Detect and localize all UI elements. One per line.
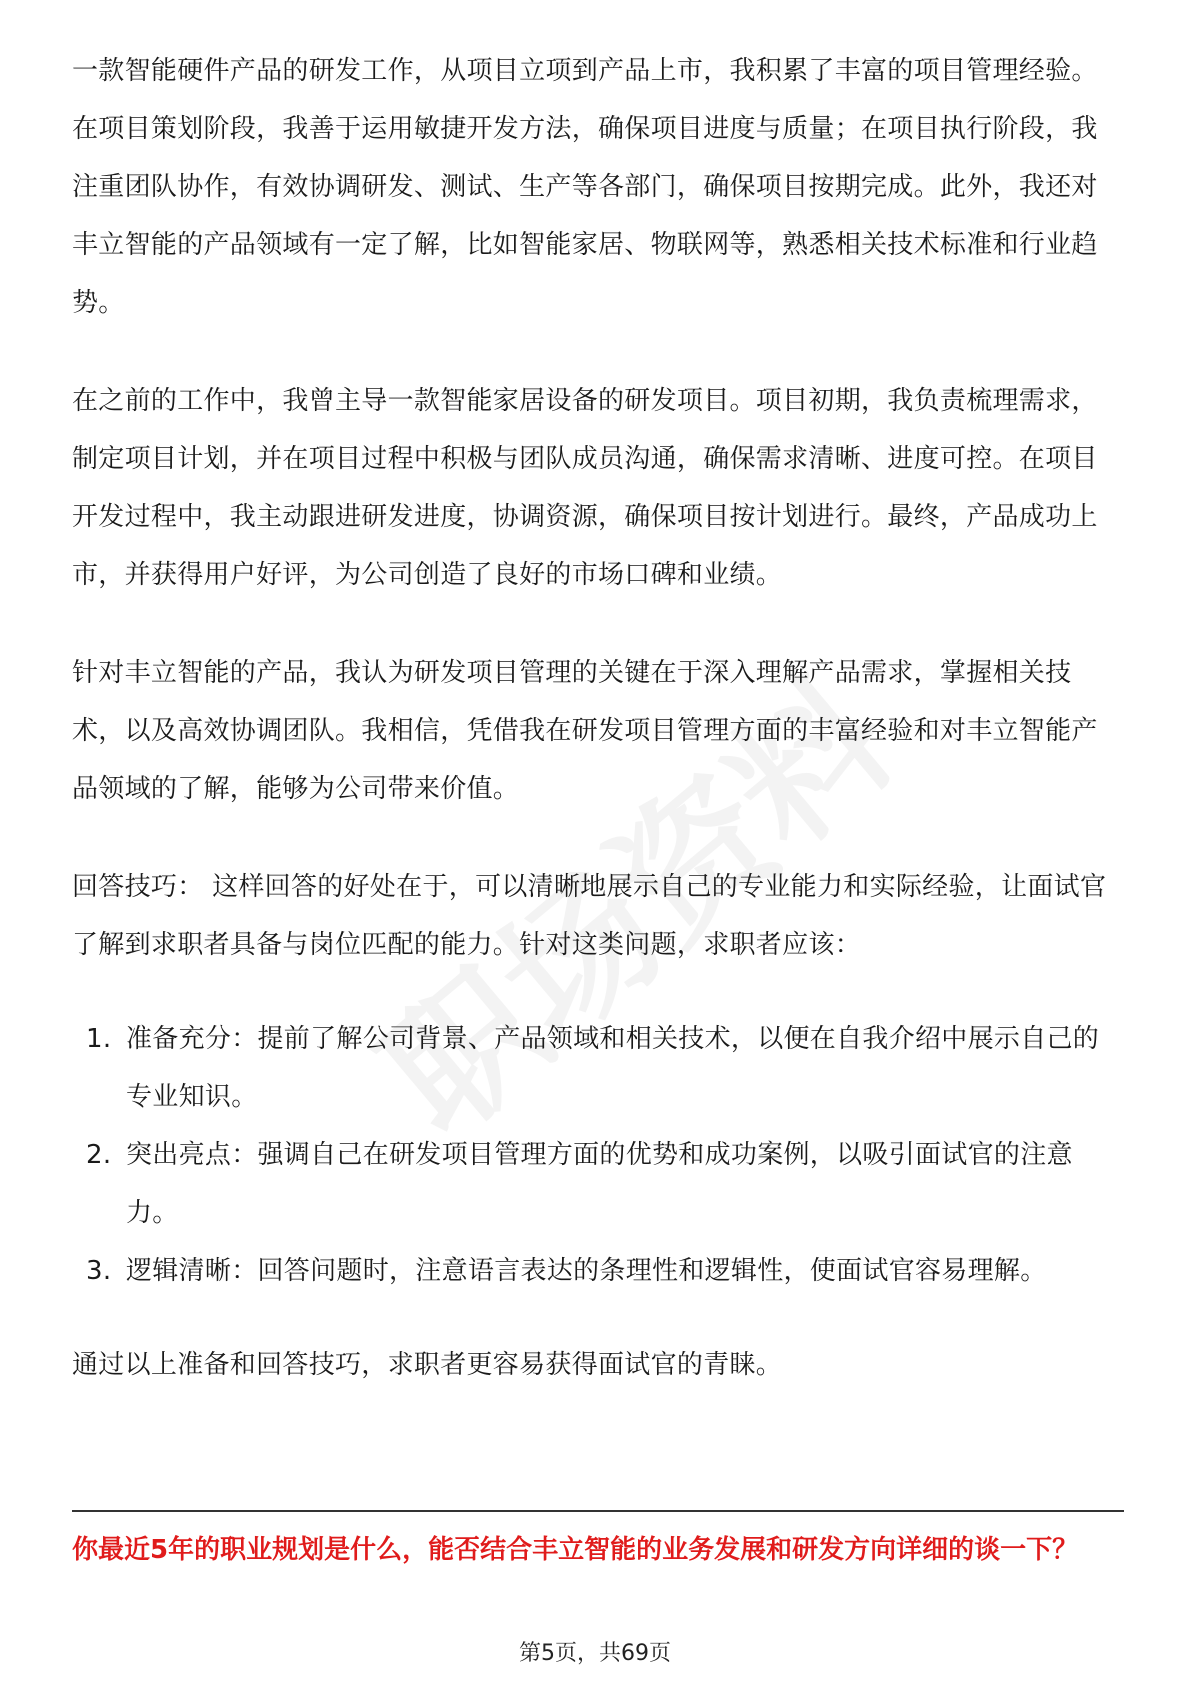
paragraph-closing: 通过以上准备和回答技巧，求职者更容易获得面试官的青睐。 [72, 1350, 783, 1380]
paragraph-answer-tips: 回答技巧： 这样回答的好处在于，可以清晰地展示自己的专业能力和实际经验，让面试官了解到求职者具备与岗位匹配的能力。针对这类问题，求职者应该： [72, 872, 1107, 960]
tips-list [72, 1010, 1122, 1300]
list-item [72, 1242, 1122, 1300]
paragraph-key-points: 针对丰立智能的产品，我认为研发项目管理的关键在于深入理解产品需求，掌握相关技术，以及高效协调团队。我相信，凭借我在研发项目管理方面的丰富经验和对丰立智能产品领域的了解，能够为公司带来价值。 [72, 658, 1098, 804]
next-question-heading: 你最近5年的职业规划是什么，能否结合丰立智能的业务发展和研发方向详细的谈一下？ [72, 1535, 1079, 1565]
list-item-text: 逻辑清晰：回答问题时，注意语言表达的条理性和逻辑性，使面试官容易理解。 [126, 1256, 1047, 1286]
list-item-text: 准备充分：提前了解公司背景、产品领域和相关技术，以便在自我介绍中展示自己的专业知识。 [126, 1024, 1100, 1112]
answer-body [72, 42, 1122, 1434]
list-item-number: 1. [86, 1024, 112, 1054]
list-item-text: 突出亮点：强调自己在研发项目管理方面的优势和成功案例，以吸引面试官的注意力。 [126, 1140, 1073, 1228]
section-divider [72, 1510, 1124, 1512]
list-item-number: 3. [86, 1256, 112, 1286]
paragraph-project-example: 在之前的工作中，我曾主导一款智能家居设备的研发项目。项目初期，我负责梳理需求，制定项目计划，并在项目过程中积极与团队成员沟通，确保需求清晰、进度可控。在项目开发过程中，我主动跟进研发进度，协调资源，确保项目按计划进行。最终，产品成功上市，并获得用户好评，为公司创造了良好的市场口碑和业绩。 [72, 386, 1098, 590]
list-item [72, 1010, 1122, 1126]
list-item [72, 1126, 1122, 1242]
page-number: 第5页，共69页 [519, 1641, 671, 1666]
paragraph-experience: 一款智能硬件产品的研发工作，从项目立项到产品上市，我积累了丰富的项目管理经验。在项目策划阶段，我善于运用敏捷开发方法，确保项目进度与质量；在项目执行阶段，我注重团队协作，有效协调研发、测试、生产等各部门，确保项目按期完成。此外，我还对丰立智能的产品领域有一定了解，比如智能家居、物联网等，熟悉相关技术标准和行业趋势。 [72, 56, 1098, 318]
list-item-number: 2. [86, 1140, 112, 1170]
